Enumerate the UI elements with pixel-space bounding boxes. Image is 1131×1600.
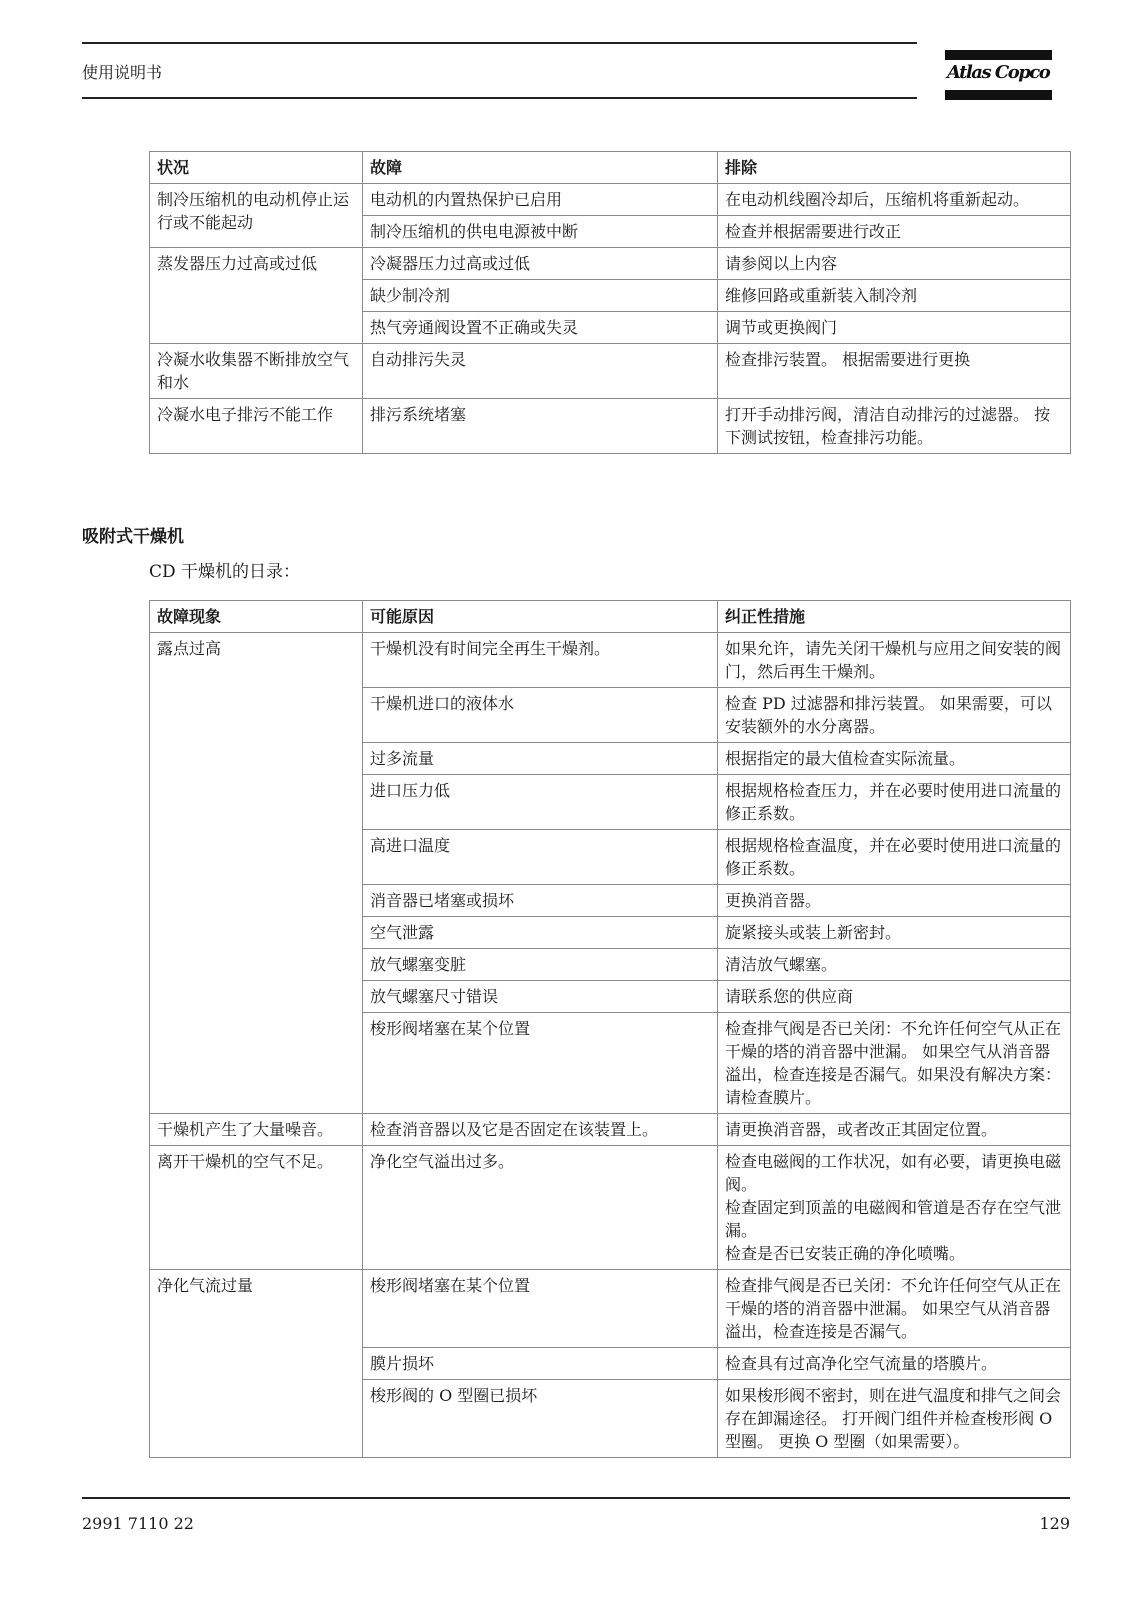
symptom-cell: 干燥机产生了大量噪音。 [150,1114,363,1146]
table-header-row [150,152,1071,184]
action-cell: 请联系您的供应商 [718,981,1071,1013]
remedy-cell: 维修回路或重新装入制冷剂 [718,280,1071,312]
atlas-copco-logo [945,50,1052,100]
fault-cell: 排污系统堵塞 [363,399,718,454]
remedy-cell: 打开手动排污阀，清洁自动排污的过滤器。 按下测试按钮，检查排污功能。 [718,399,1071,454]
document-title: 使用说明书 [82,63,163,82]
adsorption-dryer-troubleshooting-table [149,600,1071,1458]
action-cell: 请更换消音器，或者改正其固定位置。 [718,1114,1071,1146]
cause-cell: 梭形阀堵塞在某个位置 [363,1013,718,1114]
table-row [150,1146,1071,1270]
logo-bar-bottom [945,90,1052,100]
page-number: 129 [1039,1514,1070,1533]
action-cell: 检查具有过高净化空气流量的塔膜片。 [718,1348,1071,1380]
condition-cell: 蒸发器压力过高或过低 [150,248,363,344]
header-rule-top [82,42,917,44]
cause-cell: 消音器已堵塞或损坏 [363,885,718,917]
remedy-cell: 检查排污装置。 根据需要进行更换 [718,344,1071,399]
remedy-cell: 请参阅以上内容 [718,248,1071,280]
footer-rule [82,1497,1070,1499]
column-header-fault: 故障 [363,152,718,184]
condition-cell: 冷凝水电子排污不能工作 [150,399,363,454]
fault-cell: 制冷压缩机的供电电源被中断 [363,216,718,248]
symptom-cell: 净化气流过量 [150,1270,363,1458]
cause-cell: 放气螺塞变脏 [363,949,718,981]
cause-cell: 过多流量 [363,743,718,775]
action-cell: 根据规格检查温度，并在必要时使用进口流量的修正系数。 [718,830,1071,885]
fault-cell: 自动排污失灵 [363,344,718,399]
column-header-condition: 状况 [150,152,363,184]
document-number: 2991 7110 22 [82,1514,194,1533]
cause-cell: 空气泄露 [363,917,718,949]
fault-cell: 冷凝器压力过高或过低 [363,248,718,280]
action-cell: 检查排气阀是否已关闭：不允许任何空气从正在干燥的塔的消音器中泄漏。 如果空气从消音器溢出，检查连接是否漏气。如果没有解决方案：请检查膜片。 [718,1013,1071,1114]
section-intro: CD 干燥机的日录： [149,562,301,582]
column-header-symptom: 故障现象 [150,601,363,633]
table-row [150,399,1071,454]
action-cell: 检查电磁阀的工作状况，如有必要，请更换电磁阀。 检查固定到顶盖的电磁阀和管道是否存在空气泄漏。 检查是否已安装正确的净化喷嘴。 [718,1146,1071,1270]
cause-cell: 梭形阀的 O 型圈已损坏 [363,1380,718,1458]
cause-cell: 放气螺塞尺寸错误 [363,981,718,1013]
cause-cell: 膜片损坏 [363,1348,718,1380]
column-header-cause: 可能原因 [363,601,718,633]
table-row [150,633,1071,688]
cause-cell: 进口压力低 [363,775,718,830]
header-rule-bottom [82,97,917,99]
fault-cell: 热气旁通阀设置不正确或失灵 [363,312,718,344]
symptom-cell: 露点过高 [150,633,363,1114]
action-cell: 根据指定的最大值检查实际流量。 [718,743,1071,775]
refrigeration-troubleshooting-table [149,151,1071,454]
cause-cell: 检查消音器以及它是否固定在该装置上。 [363,1114,718,1146]
cause-cell: 干燥机没有时间完全再生干燥剂。 [363,633,718,688]
remedy-cell: 在电动机线圈冷却后，压缩机将重新起动。 [718,184,1071,216]
table-row [150,184,1071,216]
action-cell: 检查排气阀是否已关闭：不允许任何空气从正在干燥的塔的消音器中泄漏。 如果空气从消音器溢出，检查连接是否漏气。 [718,1270,1071,1348]
fault-cell: 缺少制冷剂 [363,280,718,312]
logo-text: Atlas Copco [947,62,1050,83]
fault-cell: 电动机的内置热保护已启用 [363,184,718,216]
action-cell: 检查 PD 过滤器和排污装置。 如果需要，可以安装额外的水分离器。 [718,688,1071,743]
action-cell: 如果允许，请先关闭干燥机与应用之间安装的阀门，然后再生干燥剂。 [718,633,1071,688]
table-header-row [150,601,1071,633]
cause-cell: 净化空气溢出过多。 [363,1146,718,1270]
action-cell: 清洁放气螺塞。 [718,949,1071,981]
logo-bar-top [945,50,1052,60]
condition-cell: 制冷压缩机的电动机停止运行或不能起动 [150,184,363,248]
condition-cell: 冷凝水收集器不断排放空气和水 [150,344,363,399]
action-cell: 旋紧接头或装上新密封。 [718,917,1071,949]
column-header-remedy: 排除 [718,152,1071,184]
table-row [150,344,1071,399]
action-cell: 更换消音器。 [718,885,1071,917]
section-heading: 吸附式干燥机 [82,527,184,547]
cause-cell: 干燥机进口的液体水 [363,688,718,743]
action-cell: 根据规格检查压力，并在必要时使用进口流量的修正系数。 [718,775,1071,830]
remedy-cell: 调节或更换阀门 [718,312,1071,344]
column-header-action: 纠正性措施 [718,601,1071,633]
table-row [150,1114,1071,1146]
symptom-cell: 离开干燥机的空气不足。 [150,1146,363,1270]
cause-cell: 梭形阀堵塞在某个位置 [363,1270,718,1348]
action-cell: 如果梭形阀不密封，则在进气温度和排气之间会存在卸漏途径。 打开阀门组件并检查梭形阀 O 型圈。 更换 O 型圈（如果需要）。 [718,1380,1071,1458]
table-row [150,248,1071,280]
table-row [150,1270,1071,1348]
remedy-cell: 检查并根据需要进行改正 [718,216,1071,248]
cause-cell: 高进口温度 [363,830,718,885]
